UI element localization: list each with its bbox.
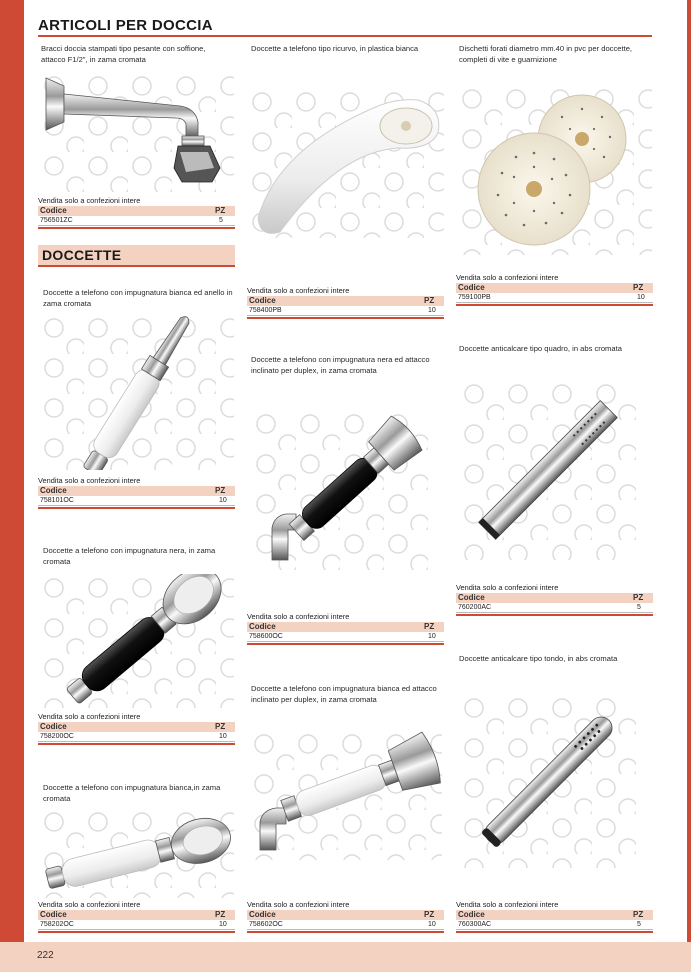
code-header: Codice [458,283,485,292]
product-description: Doccette a telefono con impugnatura bianca ed attacco inclinato per duplex, in zama cromata [251,684,437,704]
product-code: 758602OC [249,921,283,928]
pz-header: PZ [633,910,644,919]
right-accent-band [687,0,691,972]
table-header [247,910,444,920]
product-code: 759100PB [458,294,491,301]
sale-note: Vendita solo a confezioni intere [247,286,350,295]
table-rule [247,317,444,319]
code-header: Codice [458,910,485,919]
product-code: 758600OC [249,633,283,640]
sale-note: Vendita solo a confezioni intere [38,196,141,205]
table-header [38,722,235,732]
table-header [247,622,444,632]
curved-handshower-icon [248,88,444,238]
shower-discs-icon [458,85,652,255]
table-rule [456,931,653,933]
product-quantity: 5 [637,921,641,928]
product-code-table [456,583,653,616]
pz-header: PZ [633,283,644,292]
table-header [38,486,235,496]
table-row [456,920,653,930]
product-code: 756501ZC [40,217,73,224]
table-rule [456,304,653,306]
product-quantity: 10 [219,733,227,740]
pz-header: PZ [215,486,226,495]
product-code-table [38,712,235,745]
table-rule [456,614,653,616]
round-stick-shower-icon [460,694,636,868]
page-footer [0,942,691,972]
table-row [247,920,444,930]
sale-note: Vendita solo a confezioni intere [38,900,141,909]
white-handle-round-handshower-icon [40,808,234,898]
square-stick-shower-icon [460,380,636,560]
sale-note: Vendita solo a confezioni intere [456,583,559,592]
code-header: Codice [40,206,67,215]
product-description: Doccette a telefono con impugnatura bianca ed anello in zama cromata [43,288,233,308]
sale-note: Vendita solo a confezioni intere [456,273,559,282]
shower-arm-icon [40,72,234,192]
table-header [456,593,653,603]
product-code-table [247,286,444,319]
table-row [456,293,653,303]
table-row [38,732,235,742]
pz-header: PZ [424,622,435,631]
sale-note: Vendita solo a confezioni intere [247,900,350,909]
black-duplex-handshower-icon [252,410,430,572]
product-code: 758400PB [249,307,282,314]
pz-header: PZ [424,296,435,305]
product-code-table [38,900,235,933]
product-description: Doccette a telefono con impugnatura nera, in zama cromata [43,546,216,566]
product-description: Doccette a telefono tipo ricurvo, in plastica bianca [251,44,419,53]
left-accent-band [0,0,24,972]
product-description: Doccette a telefono con impugnatura nera ed attacco inclinato per duplex, in zama cromata [251,355,430,375]
product-quantity: 5 [219,217,223,224]
white-duplex-handshower-icon [250,730,442,860]
sale-note: Vendita solo a confezioni intere [38,476,141,485]
table-rule [38,931,235,933]
product-description: Dischetti forati diametro mm.40 in pvc per doccette, completi di vite e guarnizione [459,44,633,64]
product-code-table [247,612,444,645]
code-header: Codice [40,486,67,495]
product-code-table [456,900,653,933]
table-header [247,296,444,306]
product-description: Bracci doccia stampati tipo pesante con soffione, attacco F1/2", in zama cromata [41,44,206,64]
code-header: Codice [458,593,485,602]
table-header [38,910,235,920]
table-rule [38,507,235,509]
table-header [456,283,653,293]
product-description: Doccette a telefono con impugnatura bianca,in zama cromata [43,783,221,803]
product-code: 760300AC [458,921,492,928]
product-quantity: 10 [428,307,436,314]
code-header: Codice [249,296,276,305]
table-row [247,632,444,642]
product-description: Doccette anticalcare tipo tondo, in abs cromata [459,654,618,663]
table-rule [247,931,444,933]
sale-note: Vendita solo a confezioni intere [456,900,559,909]
product-code-table [456,273,653,306]
product-quantity: 10 [219,497,227,504]
white-handle-handshower-icon [40,314,234,470]
pz-header: PZ [215,206,226,215]
product-quantity: 10 [428,633,436,640]
section-title-rule [38,35,652,37]
pz-header: PZ [424,910,435,919]
product-code: 758202OC [40,921,74,928]
code-header: Codice [249,622,276,631]
table-row [38,920,235,930]
table-rule [38,743,235,745]
product-description: Doccette anticalcare tipo quadro, in abs cromata [459,344,622,353]
table-rule [38,227,235,229]
table-row [38,216,235,226]
black-handle-handshower-icon [40,574,234,708]
product-code-table [38,476,235,509]
product-quantity: 10 [637,294,645,301]
code-header: Codice [249,910,276,919]
sale-note: Vendita solo a confezioni intere [38,712,141,721]
pz-header: PZ [215,910,226,919]
product-code: 758200OC [40,733,74,740]
page-number: 222 [37,950,54,961]
sale-note: Vendita solo a confezioni intere [247,612,350,621]
table-header [456,910,653,920]
code-header: Codice [40,910,67,919]
table-header [38,206,235,216]
table-row [247,306,444,316]
pz-header: PZ [633,593,644,602]
table-row [38,496,235,506]
product-code: 758101OC [40,497,74,504]
section-title-articoli: ARTICOLI PER DOCCIA [38,17,213,34]
product-code-table [38,196,235,229]
product-quantity: 5 [637,604,641,611]
product-quantity: 10 [219,921,227,928]
table-row [456,603,653,613]
product-code-table [247,900,444,933]
section-title-doccette-rule [38,265,235,267]
product-code: 760200AC [458,604,492,611]
section-title-doccette: DOCCETTE [42,247,122,263]
table-rule [247,643,444,645]
code-header: Codice [40,722,67,731]
product-quantity: 10 [428,921,436,928]
section-title-doccette-band [38,245,235,265]
pz-header: PZ [215,722,226,731]
